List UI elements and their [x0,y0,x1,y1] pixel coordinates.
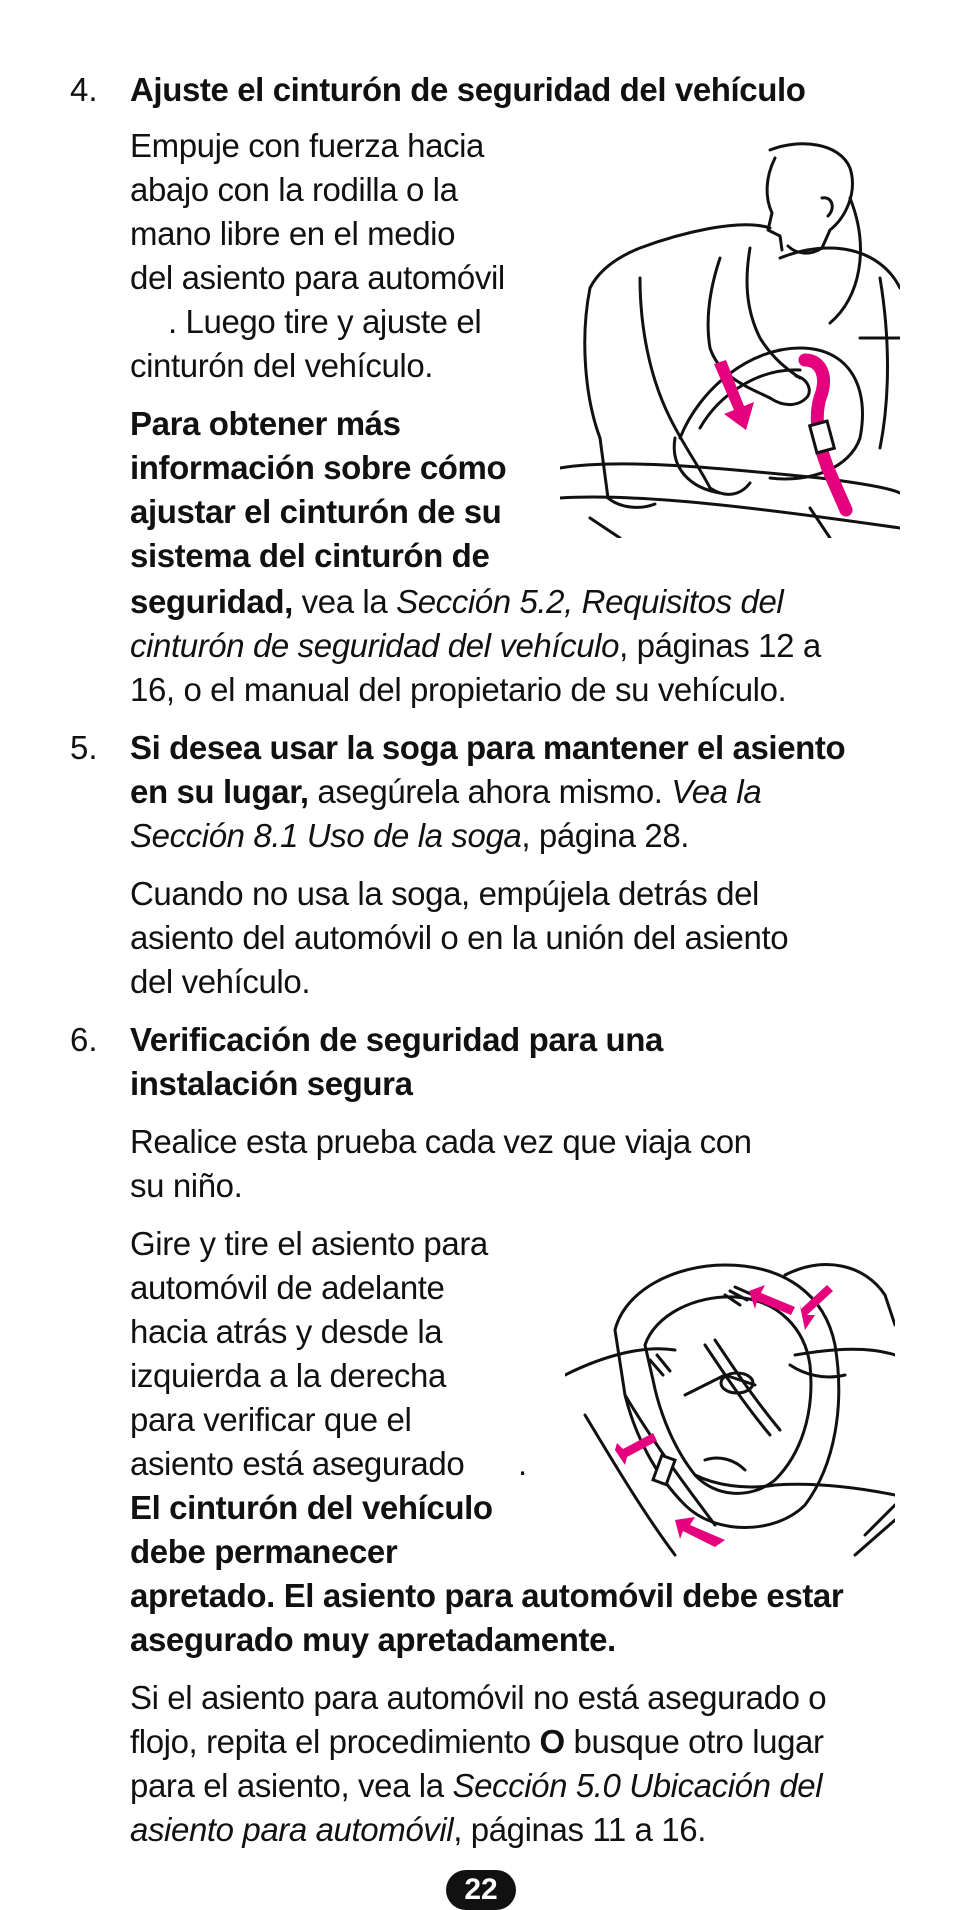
step-5-note-line: Cuando no usa la soga, empújela detrás del [130,875,759,912]
parent-tightening-belt-illustration [560,138,900,538]
info-bold-end: seguridad, [130,583,293,620]
step-6-final-line [130,1720,824,1764]
step-4-body-line: Empuje con fuerza hacia [130,127,485,164]
step-4-info-last: 16, o el manual del propietario de su vehículo. [130,671,787,708]
step-4-body-line: abajo con la rodilla o la [130,171,458,208]
step-6-test-line: para verificar que el [130,1401,412,1438]
final-text: para el asiento, vea la [130,1767,453,1804]
final-ref: asiento para automóvil [130,1811,454,1848]
step-4-info-line: ajustar el cinturón de su [130,493,502,530]
final-text: flojo, repita el procedimiento [130,1723,540,1760]
step-5-note-line: del vehículo. [130,963,311,1000]
step-5-title-end: en su lugar, [130,773,309,810]
step-6-test-line: Gire y tire el asiento para [130,1225,488,1262]
step-4-info-ref-line [130,624,821,668]
info-ref: cinturón de seguridad del vehículo [130,627,620,664]
step-5-ref-line [130,814,689,858]
step-6-warn-line: asegurado muy apretadamente. [130,1621,616,1658]
step-6-test-line: automóvil de adelante [130,1269,445,1306]
step-5-ref: Vea la [671,773,762,810]
step-6-test-line: asiento está asegurado [130,1445,465,1482]
step-5-ref: Sección 8.1 Uso de la soga [130,817,522,854]
info-pages: , páginas 12 a [619,627,821,664]
info-see: vea la [292,583,397,620]
step-6-title-line: Verificación de seguridad para una [130,1021,663,1058]
step-5-title: Si desea usar la soga para mantener el asiento [130,729,846,766]
step-6-final-line [130,1808,706,1852]
step-4-body-line: mano libre en el medio [130,215,456,252]
final-or: O [539,1723,565,1760]
step-4-body-line: cinturón del vehículo. [130,347,434,384]
step-4-body-line: . Luego tire y ajuste el [168,303,482,340]
step-6-test-dot: . [518,1445,527,1482]
page-number: 22 [446,1870,516,1910]
step-6-test-line: hacia atrás y desde la [130,1313,443,1350]
car-seat-check-illustration [565,1235,895,1565]
final-ref: Sección 5.0 Ubicación del [452,1767,823,1804]
step-4-body-line: del asiento para automóvil [130,259,505,296]
step-6-title-line: instalación segura [130,1065,413,1102]
step-5-ref-pages: , página 28. [521,817,690,854]
step-6-final-line: Si el asiento para automóvil no está asegurado o [130,1679,827,1716]
step-5-title-line-2 [130,770,761,814]
step-6-intro-line: su niño. [130,1167,243,1204]
step-4-info-line: Para obtener más [130,405,401,442]
step-5-note-line: asiento del automóvil o en la unión del asiento [130,919,789,956]
step-4-info-ref-line [130,580,783,624]
final-text: busque otro lugar [564,1723,824,1760]
step-6-warn-line: debe permanecer [130,1533,398,1570]
step-6-warn-line: El cinturón del vehículo [130,1489,493,1526]
info-ref: Sección 5.2, Requisitos del [396,583,784,620]
step-4-number: 4. [70,71,98,108]
step-5-number: 5. [70,729,98,766]
step-6-final-line [130,1764,822,1808]
step-6-number: 6. [70,1021,98,1058]
step-6-warn-line: apretado. El asiento para automóvil debe estar [130,1577,844,1614]
step-4-title: Ajuste el cinturón de seguridad del vehículo [130,71,806,108]
step-4-info-line: sistema del cinturón de [130,537,490,574]
step-6-intro-line: Realice esta prueba cada vez que viaja con [130,1123,752,1160]
step-4-info-line: información sobre cómo [130,449,507,486]
final-pages: , páginas 11 a 16. [453,1811,706,1848]
step-6-test-line: izquierda a la derecha [130,1357,446,1394]
step-5-title-rest: asegúrela ahora mismo. [308,773,672,810]
